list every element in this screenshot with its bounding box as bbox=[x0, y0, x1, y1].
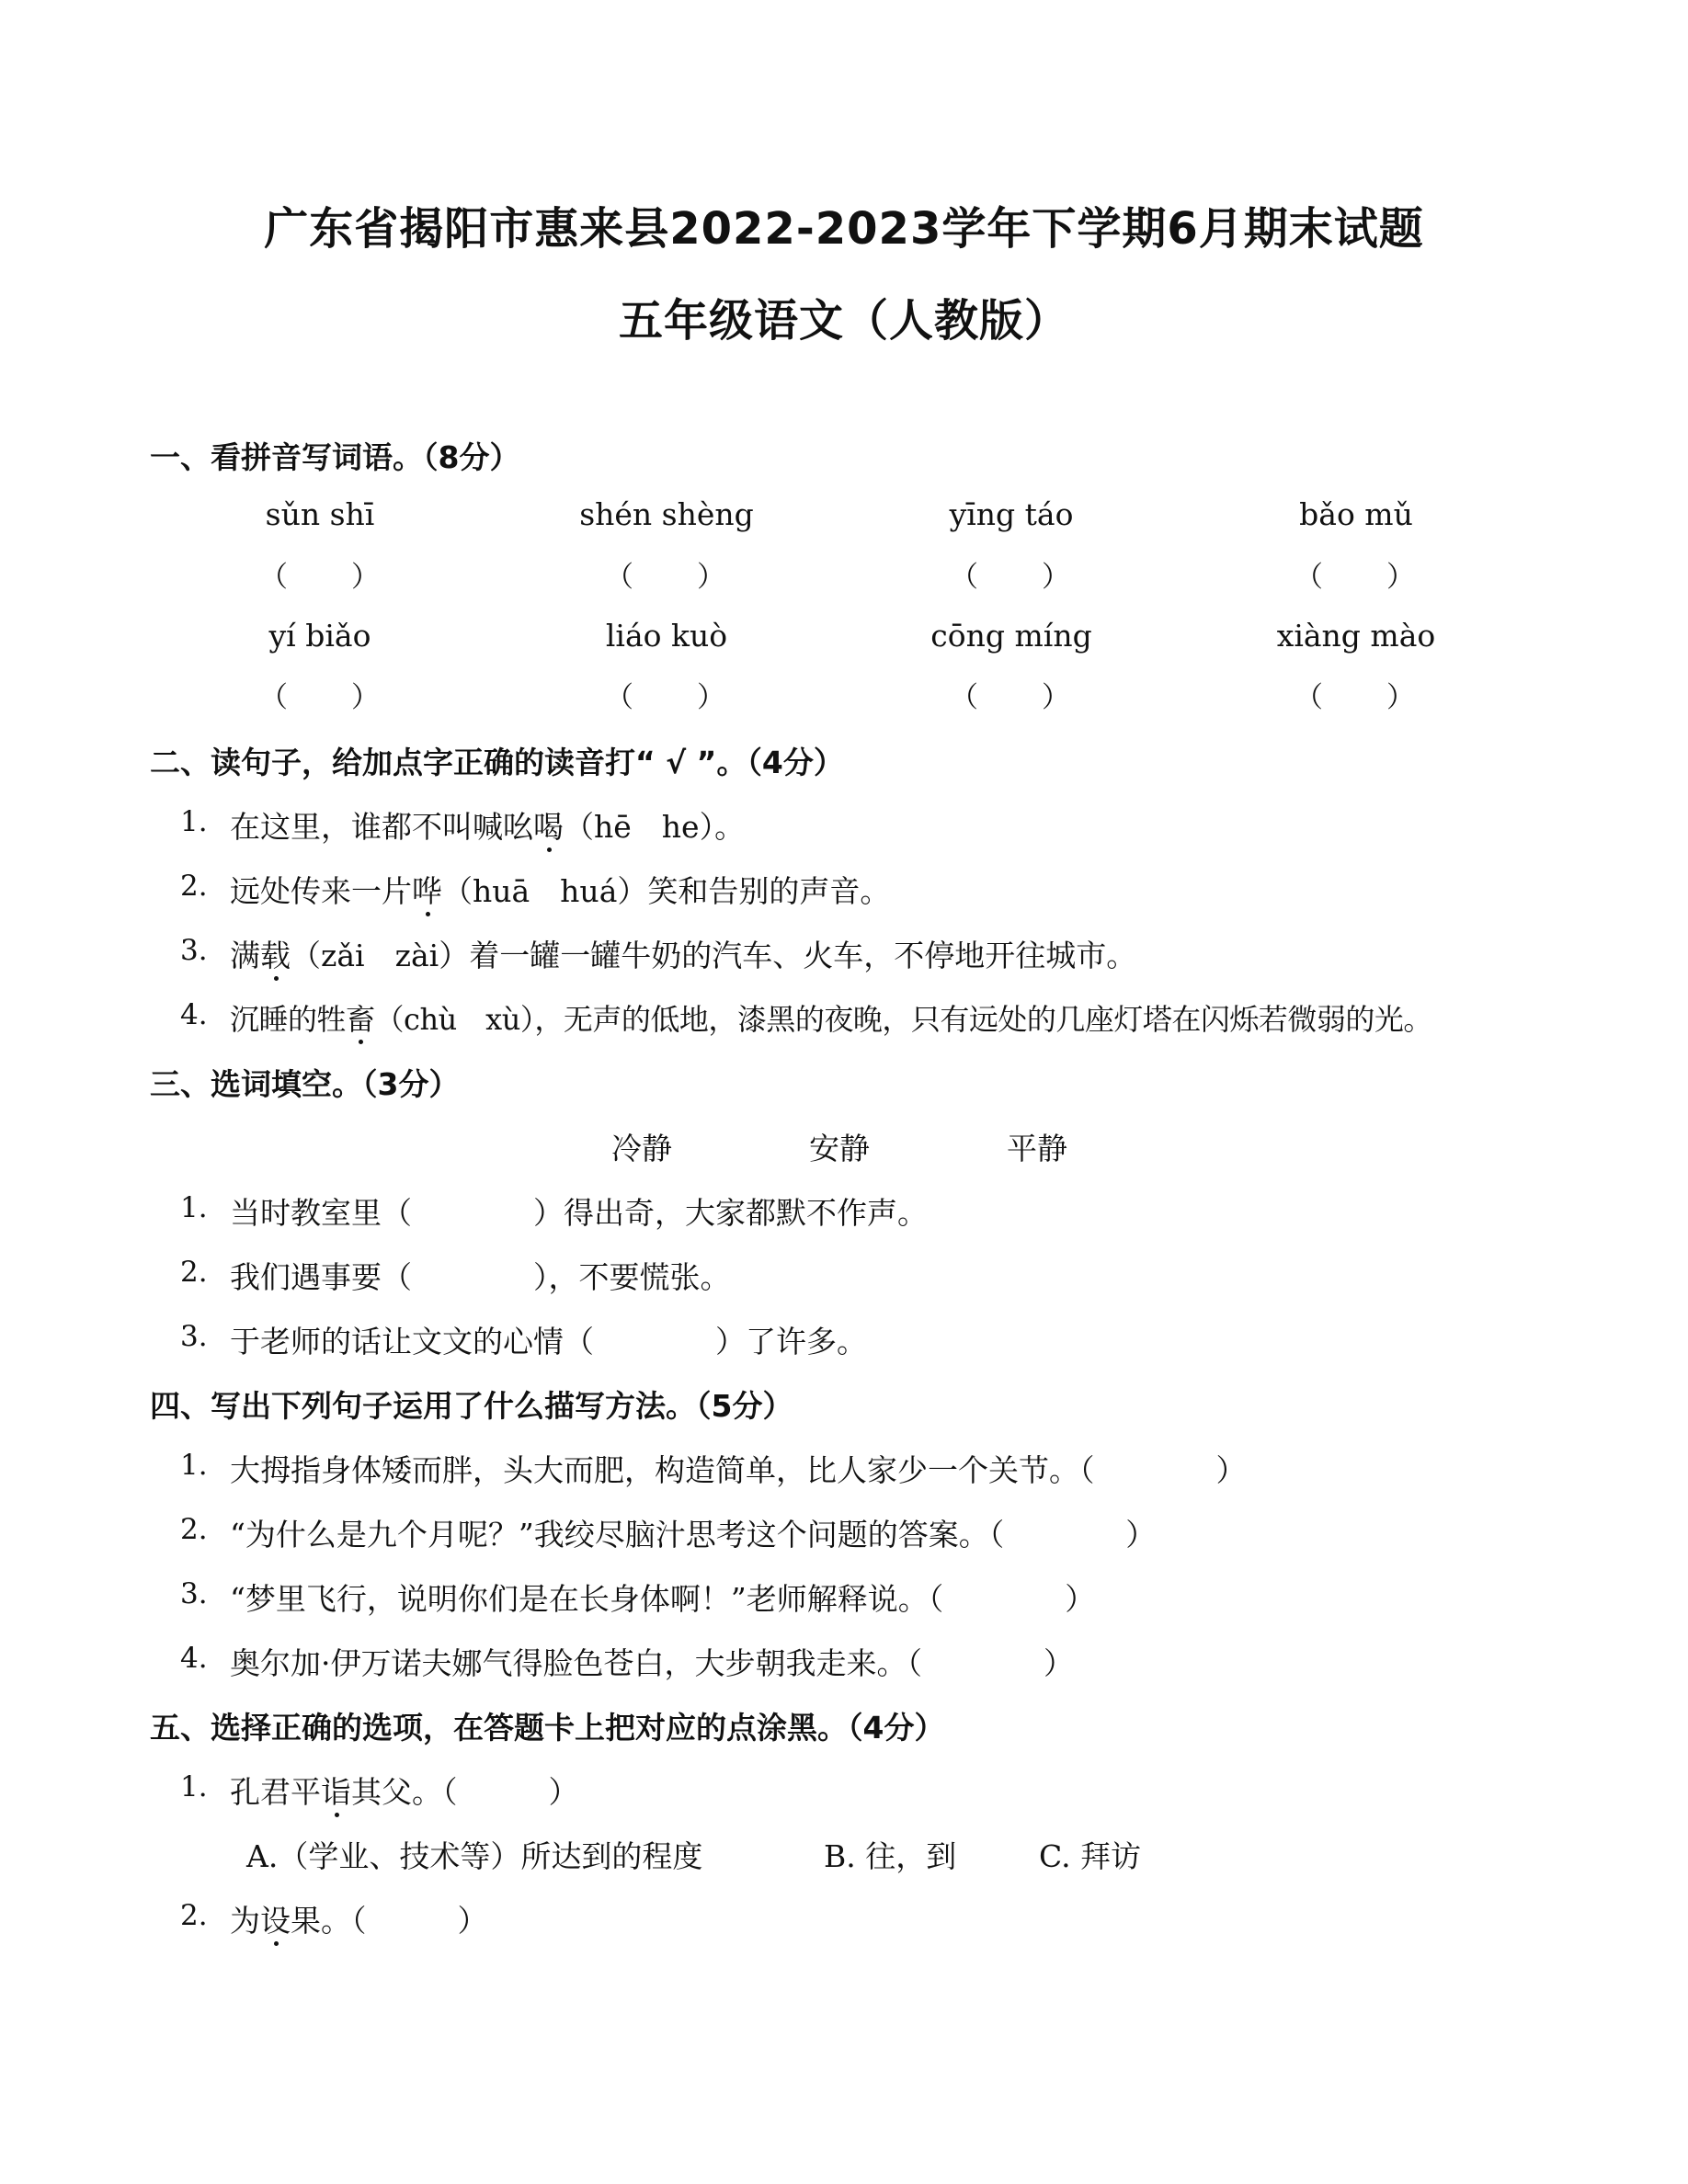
exam-subtitle: 五年级语文（人教版） bbox=[618, 295, 1069, 347]
section1-heading: 一、看拼音写词语。（8分） bbox=[150, 439, 520, 475]
dotted-character: 载 bbox=[260, 932, 291, 975]
question-text: 在这里，谁都不叫喊吆喝（hē he）。 bbox=[230, 803, 745, 847]
option-a[interactable]: A.（学业、技术等）所达到的程度 bbox=[246, 1838, 703, 1874]
pinyin-8: xiàng mào bbox=[1276, 618, 1436, 654]
word-option: 安静 bbox=[809, 1131, 870, 1166]
question-number: 3. bbox=[180, 934, 208, 967]
exam-title: 广东省揭阳市惠来县2022-2023学年下学期6月期末试题 bbox=[264, 203, 1424, 255]
dotted-character: 设 bbox=[260, 1897, 291, 1940]
method-question[interactable]: 大拇指身体矮而胖，头大而肥，构造简单，比人家少一个关节。（ ） bbox=[230, 1452, 1247, 1488]
question-number: 3. bbox=[180, 1320, 208, 1353]
pinyin-1: sǔn shī bbox=[265, 496, 375, 532]
pinyin-3: yīng táo bbox=[949, 496, 1074, 532]
fill-blank-sentence[interactable]: 我们遇事要（ ），不要慌张。 bbox=[230, 1259, 731, 1295]
question-text: 远处传来一片哗（huā huá）笑和告别的声音。 bbox=[230, 868, 890, 911]
dotted-character: 哗 bbox=[412, 868, 442, 911]
question-number: 4. bbox=[180, 998, 208, 1031]
question-number: 2. bbox=[180, 1899, 208, 1932]
fill-blank-sentence[interactable]: 于老师的话让文文的心情（ ）了许多。 bbox=[230, 1324, 867, 1359]
section3-heading: 三、选词填空。（3分） bbox=[150, 1066, 460, 1102]
question-text: 满载（zǎi zài）着一罐一罐牛奶的汽车、火车，不停地开往城市。 bbox=[230, 932, 1136, 975]
method-question[interactable]: “为什么是九个月呢？”我绞尽脑汁思考这个问题的答案。（ ） bbox=[230, 1517, 1157, 1553]
dotted-character: 喝 bbox=[533, 803, 564, 847]
exam-page: 广东省揭阳市惠来县2022-2023学年下学期6月期末试题 五年级语文（人教版） 一、看拼音写词语。（8分） sǔn shī shén shèng yīng táo bǎo mǔ （ ） （ ） （ ） （ ） yí biǎo liáo kuò cōng míng xiàng mào （ ） （ ） （ ） （ ） 二、读句子，给加点字正确的读音打“ √ ”。（4分） 1. 在这里，谁都不叫喊吆喝（hē he）。 2. 远处传来一片哗（huā huá）笑和告别的声音。 3. 满载（zǎi zài）着一罐一罐牛奶的汽车、火车，不停地开往城市。 4. 沉睡的牲畜（chù xù），无声的低地，漆黑的夜晚，只有远处的几座灯塔在闪烁若微弱的光。 三、选词填空。（3分） 冷静 安静 平静 1. 当时教室里（ ）得出奇，大家都默不作声。 2. 我们遇事要（ ），不要慌张。 3. 于老师的话让文文的心情（ ）了许多。 四、写出下列句子运用了什么描写方法。（5分） 1. 大拇指身体矮而胖，头大而肥，构造简单，比人家少一个关节。（ ） 2. “为什么是九个月呢？”我绞尽脑汁思考这个问题的答案。（ ） 3. “梦里飞行，说明你们是在长身体啊！”老师解释说。（ ） 4. 奥尔加·伊万诺夫娜气得脸色苍白，大步朝我走来。（ ） 五、选择正确的选项，在答题卡上把对应的点涂黑。（4分） 1. 孔君平诣其父。（ ） A.（学业、技术等）所达到的程度 B. 往，到 C. 拜访 2. 为设果。（ ） bbox=[0, 0, 1688, 2184]
question-text: 沉睡的牲畜（chù xù），无声的低地，漆黑的夜晚，只有远处的几座灯塔在闪烁若微弱的光。 bbox=[230, 996, 1432, 1039]
pinyin-6: liáo kuò bbox=[605, 618, 728, 654]
fill-blank-sentence[interactable]: 当时教室里（ ）得出奇，大家都默不作声。 bbox=[230, 1195, 928, 1231]
question-number: 2. bbox=[180, 1513, 208, 1546]
question-number: 4. bbox=[180, 1642, 208, 1675]
pinyin-2: shén shèng bbox=[579, 496, 754, 532]
choice-question[interactable]: 孔君平诣其父。（ ） bbox=[230, 1769, 579, 1812]
question-number: 1. bbox=[180, 1191, 208, 1224]
word-option: 平静 bbox=[1007, 1131, 1067, 1166]
pinyin-7: cōng míng bbox=[930, 618, 1092, 654]
section4-heading: 四、写出下列句子运用了什么描写方法。（5分） bbox=[150, 1388, 793, 1424]
choice-question[interactable]: 为设果。（ ） bbox=[230, 1897, 488, 1940]
question-number: 1. bbox=[180, 1449, 208, 1482]
section5-heading: 五、选择正确的选项，在答题卡上把对应的点涂黑。（4分） bbox=[150, 1710, 945, 1746]
pinyin-4: bǎo mǔ bbox=[1299, 496, 1413, 532]
question-number: 2. bbox=[180, 1256, 208, 1289]
word-option: 冷静 bbox=[611, 1131, 672, 1166]
option-c[interactable]: C. 拜访 bbox=[1039, 1838, 1142, 1874]
dotted-character: 畜 bbox=[346, 996, 375, 1039]
section2-heading: 二、读句子，给加点字正确的读音打“ √ ”。（4分） bbox=[150, 745, 844, 780]
question-number: 1. bbox=[180, 1770, 208, 1803]
pinyin-5: yí biǎo bbox=[268, 618, 371, 654]
question-number: 2. bbox=[180, 870, 208, 903]
method-question[interactable]: “梦里飞行，说明你们是在长身体啊！”老师解释说。（ ） bbox=[230, 1581, 1096, 1617]
dotted-character: 诣 bbox=[321, 1769, 351, 1812]
question-number: 3. bbox=[180, 1577, 208, 1610]
option-b[interactable]: B. 往，到 bbox=[824, 1838, 957, 1874]
question-number: 1. bbox=[180, 805, 208, 838]
method-question[interactable]: 奥尔加·伊万诺夫娜气得脸色苍白，大步朝我走来。（ ） bbox=[230, 1645, 1074, 1681]
